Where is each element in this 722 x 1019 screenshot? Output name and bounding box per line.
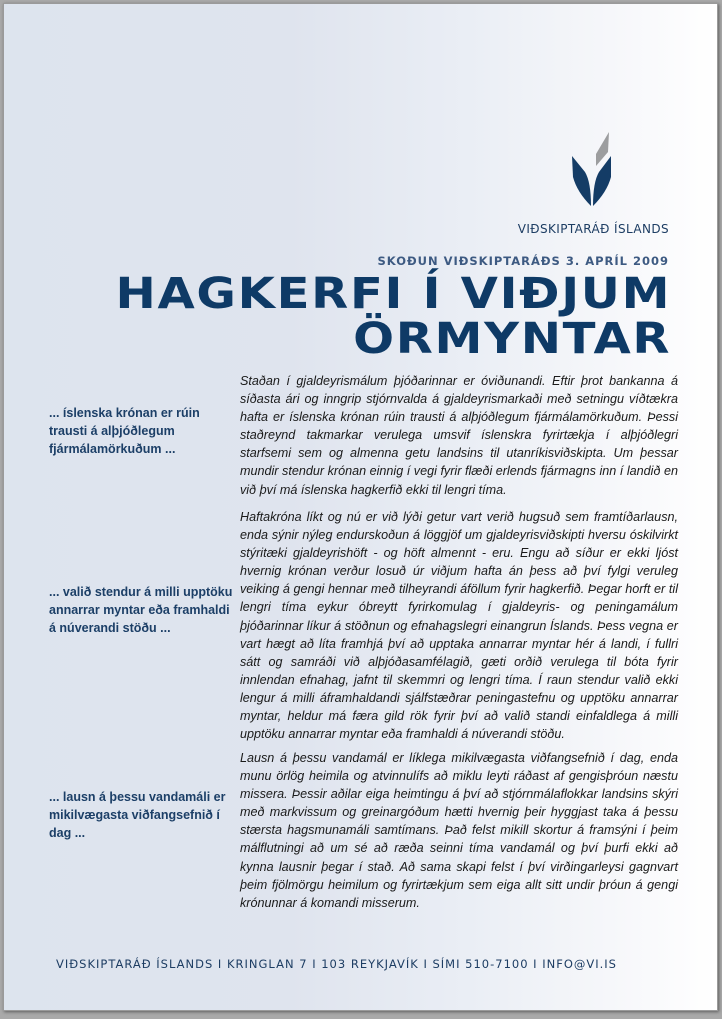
document-page (3, 3, 718, 1011)
pull-quote-1: ... íslenska krónan er rúin trausti á alþjóðlegum fjármálamörkuðum ... (49, 406, 200, 456)
org-name: VIÐSKIPTARÁÐ ÍSLANDS (517, 222, 669, 236)
footer-contact: VIÐSKIPTARÁÐ ÍSLANDS I KRINGLAN 7 I 103 REYKJAVÍK I SÍMI 510-7100 I INFO@VI.IS (56, 957, 617, 971)
title-line-1: HAGKERFI Í VIÐJUM (115, 269, 671, 319)
pull-quote-2: ... valið stendur á milli upptöku annarrar myntar eða framhaldi á núverandi stöðu ... (49, 585, 233, 635)
paragraph-1: Staðan í gjaldeyrismálum þjóðarinnar er óviðunandi. Eftir þrot bankanna á síðasta ári og inngrip stjórnvalda á gjaldeyrismarkaði með setningu víðtækra hafta er íslenska krónan rúin trausti á alþjóðlegum fjármálamörkuðum. Þessi staðreynd takmarkar verulega umsvif íslenskra fyrirtækja í alþjóðlegri starfsemi sem og almenna getu landsins til utanríkisviðskipta. Um þessar mundir stendur krónan einnig í vegi fyrir flæði erlends fjármagns inn í landið en við því má íslenska hagkerfið ekki til lengri tíma. (240, 374, 678, 497)
dateline: SKOÐUN VIÐSKIPTARÁÐS 3. APRÍL 2009 (377, 254, 669, 268)
paragraph-3: Lausn á þessu vandamál er líklega mikilvægasta viðfangsefnið í dag, enda munu örlög heimila og atvinnulífs að miklu leyti ráðast af gengisþróun næstu missera. Þessir aðilar eiga heimtingu á því að stjórnmálaflokkar landsins skýri með markvissum og greinargóðum hætti hvernig þeir hyggjast taka á þessu stærsta hagsmunamáli samtímans. Það felst mikill skortur á framsýni í þeim málflutningi að um sé að ræða seinni tíma vandamál og því þurfi ekki að kynna lausnir þegar í stað. Að sama skapi felst í því virðingarleysi gagnvart þeim fjölmörgu heimilum og fyrirtækjum sem eiga allt sitt undir þróun á gengi krónunnar á komandi misserum. (240, 751, 678, 910)
title-line-2: ÖRMYNTAR (352, 314, 671, 364)
pull-quote-3: ... lausn á þessu vandamáli er mikilvægasta viðfangsefnið í dag ... (49, 790, 226, 840)
leaf-logo-icon (572, 132, 612, 207)
paragraph-2: Haftakróna líkt og nú er við lýði getur vart verið hugsuð sem framtíðarlausn, enda sýnir nýleg endurskoðun á löggjöf um gjaldeyrisviðskipti hversu óskilvirkt stýritæki gjaldeyrishöft - og höft almennt - eru. Engu að síður er ekki ljóst hvernig krónan verður losuð úr viðjum hafta án þess að því fylgi veruleg veiking á gengi hennar með tilheyrandi áföllum fyrir hagkerfið. Þegar horft er til lengri tíma eykur óbreytt fyrirkomulag í gjaldeyris- og peningamálum þjóðarinnar líkur á stöðnun og efnahagslegri einangrun Íslands. Þess vegna er vart hægt að líta framhjá því að upptaka annarrar myntar hér á landi, í fullri sátt og samráði við alþjóðasamfélagið, gæti orðið verulega til bóta fyrir innlendan efnahag, jafnt til skemmri og lengri tíma. Í raun stendur valið ekki lengur á milli áframhaldandi sjálfstæðrar peningastefnu og upptöku annarrar myntar, heldur má færa gild rök fyrir því að valið standi einfaldlega á milli upptöku annarrar myntar eða framhaldi á núverandi stöðu. (240, 510, 678, 742)
page-title (115, 269, 671, 364)
